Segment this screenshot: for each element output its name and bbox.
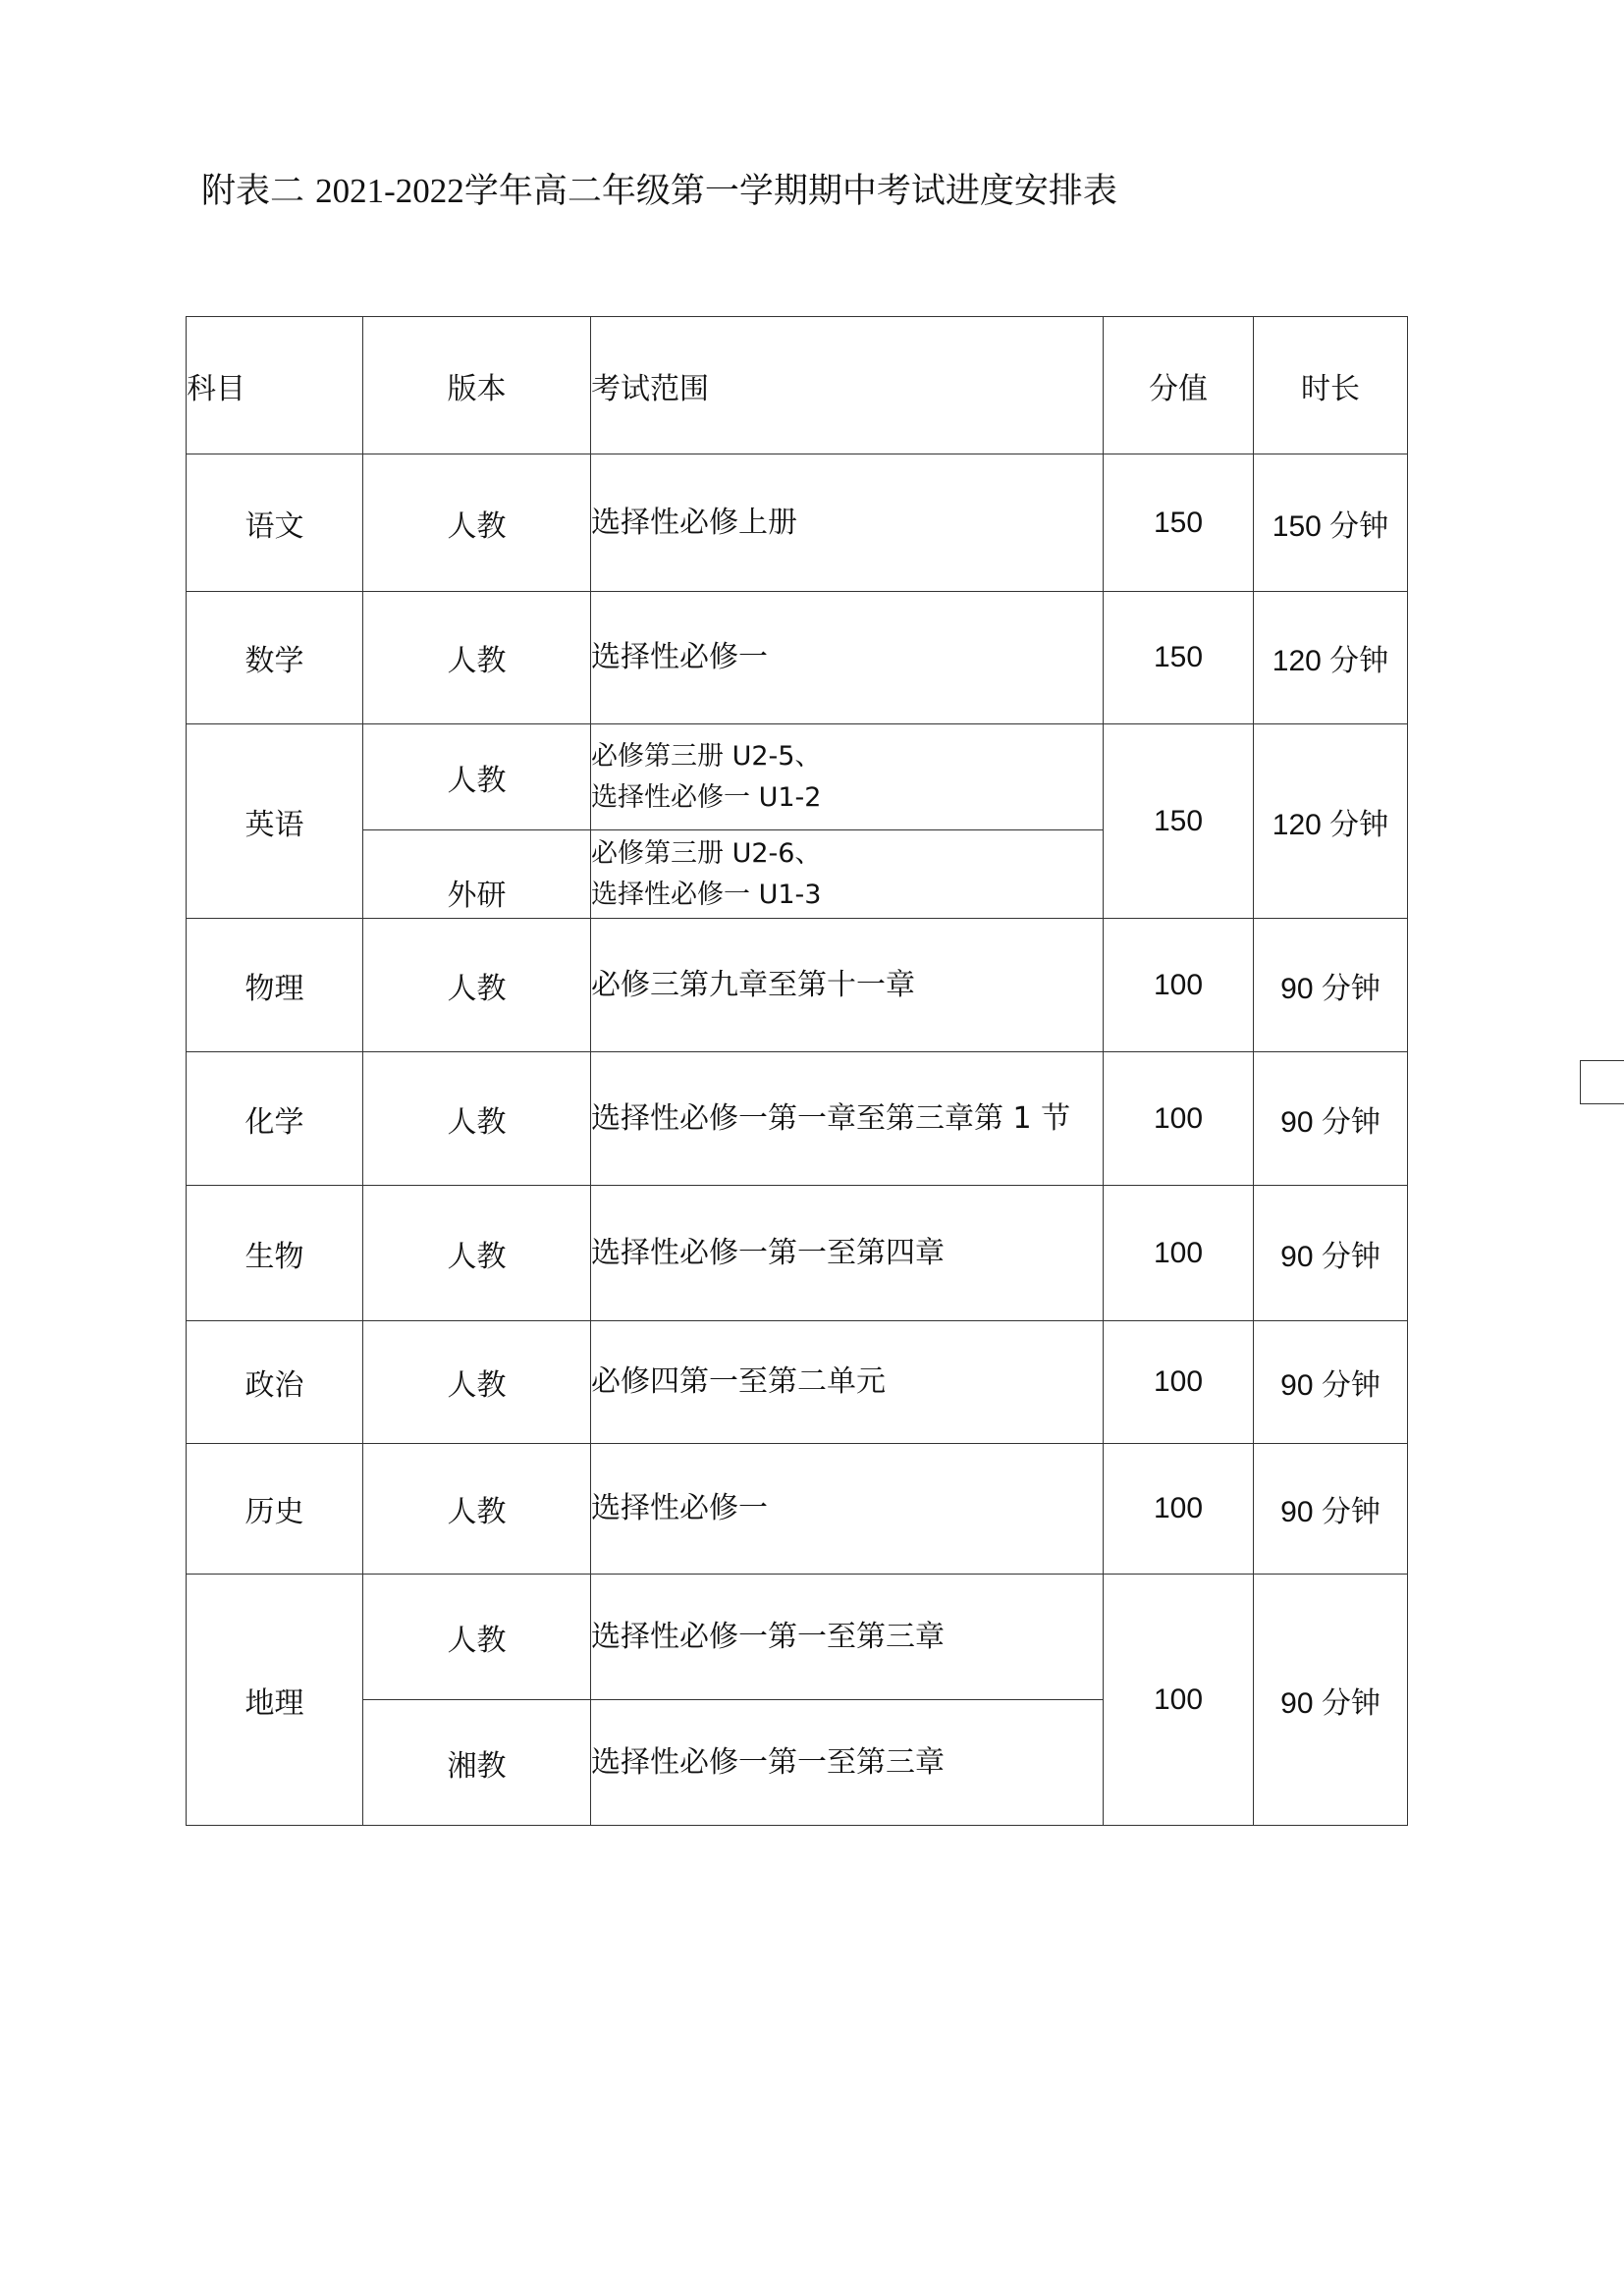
table-row [187, 1575, 1408, 1700]
subject-cell: 政治 [187, 1321, 363, 1444]
version-cell: 人教 [363, 1575, 591, 1700]
scope-cell [591, 724, 1104, 830]
margin-box [1580, 1060, 1624, 1104]
table-header-row [187, 317, 1408, 454]
version-cell: 人教 [363, 1052, 591, 1186]
duration-cell: 90 分钟 [1254, 919, 1408, 1052]
scope-cell: 选择性必修一第一至第三章 [591, 1575, 1104, 1700]
title-prefix: 附表二 [201, 172, 305, 211]
version-cell: 人教 [363, 1444, 591, 1575]
table-row [187, 1444, 1408, 1575]
duration-cell: 120 分钟 [1254, 724, 1408, 919]
score-cell: 100 [1104, 1052, 1254, 1186]
table-row [187, 592, 1408, 724]
subject-cell: 语文 [187, 454, 363, 592]
subject-cell: 化学 [187, 1052, 363, 1186]
score-cell: 100 [1104, 1575, 1254, 1826]
scope-line: 选择性必修一 U1-2 [591, 781, 822, 813]
duration-cell: 120 分钟 [1254, 592, 1408, 724]
score-cell: 100 [1104, 1186, 1254, 1321]
scope-line: 必修第三册 U2-6、 [591, 837, 822, 869]
subject-cell: 物理 [187, 919, 363, 1052]
header-subject: 科目 [187, 317, 363, 454]
table-row [187, 919, 1408, 1052]
version-cell: 人教 [363, 724, 591, 830]
subject-cell: 生物 [187, 1186, 363, 1321]
version-cell: 人教 [363, 1321, 591, 1444]
table-row [187, 1321, 1408, 1444]
score-cell: 100 [1104, 1321, 1254, 1444]
subject-cell: 数学 [187, 592, 363, 724]
version-cell: 人教 [363, 1186, 591, 1321]
table-row [187, 454, 1408, 592]
header-version: 版本 [363, 317, 591, 454]
table-row [187, 724, 1408, 830]
version-cell [363, 830, 591, 919]
duration-cell: 90 分钟 [1254, 1321, 1408, 1444]
scope-cell [591, 830, 1104, 919]
duration-cell: 90 分钟 [1254, 1444, 1408, 1575]
scope-line: 必修第三册 U2-5、 [591, 740, 822, 772]
title-year: 2021-2022 [315, 172, 464, 210]
table-row [187, 1186, 1408, 1321]
scope-cell: 选择性必修一第一至第三章 [591, 1700, 1104, 1826]
scope-cell: 选择性必修上册 [591, 454, 1104, 592]
scope-cell: 必修三第九章至第十一章 [591, 919, 1104, 1052]
header-duration: 时长 [1254, 317, 1408, 454]
duration-cell: 90 分钟 [1254, 1575, 1408, 1826]
scope-cell: 必修四第一至第二单元 [591, 1321, 1104, 1444]
duration-cell: 150 分钟 [1254, 454, 1408, 592]
score-cell: 100 [1104, 919, 1254, 1052]
subject-cell: 历史 [187, 1444, 363, 1575]
version-cell: 湘教 [363, 1700, 591, 1826]
scope-cell: 选择性必修一第一至第四章 [591, 1186, 1104, 1321]
scope-cell: 选择性必修一第一章至第三章第 1 节 [591, 1052, 1104, 1186]
title-rest: 学年高二年级第一学期期中考试进度安排表 [463, 172, 1117, 211]
duration-cell: 90 分钟 [1254, 1052, 1408, 1186]
header-score: 分值 [1104, 317, 1254, 454]
page-title [201, 167, 1429, 216]
score-cell: 150 [1104, 724, 1254, 919]
version-cell: 人教 [363, 919, 591, 1052]
duration-cell: 90 分钟 [1254, 1186, 1408, 1321]
subject-cell: 地理 [187, 1575, 363, 1826]
version-label: 外研 [447, 879, 507, 913]
score-cell: 150 [1104, 454, 1254, 592]
version-cell: 人教 [363, 454, 591, 592]
version-cell: 人教 [363, 592, 591, 724]
exam-schedule-table [186, 316, 1408, 1826]
scope-cell: 选择性必修一 [591, 1444, 1104, 1575]
scope-line: 选择性必修一 U1-3 [591, 879, 822, 910]
score-cell: 150 [1104, 592, 1254, 724]
header-scope: 考试范围 [591, 317, 1104, 454]
table-row [187, 1052, 1408, 1186]
scope-cell: 选择性必修一 [591, 592, 1104, 724]
subject-cell: 英语 [187, 724, 363, 919]
score-cell: 100 [1104, 1444, 1254, 1575]
